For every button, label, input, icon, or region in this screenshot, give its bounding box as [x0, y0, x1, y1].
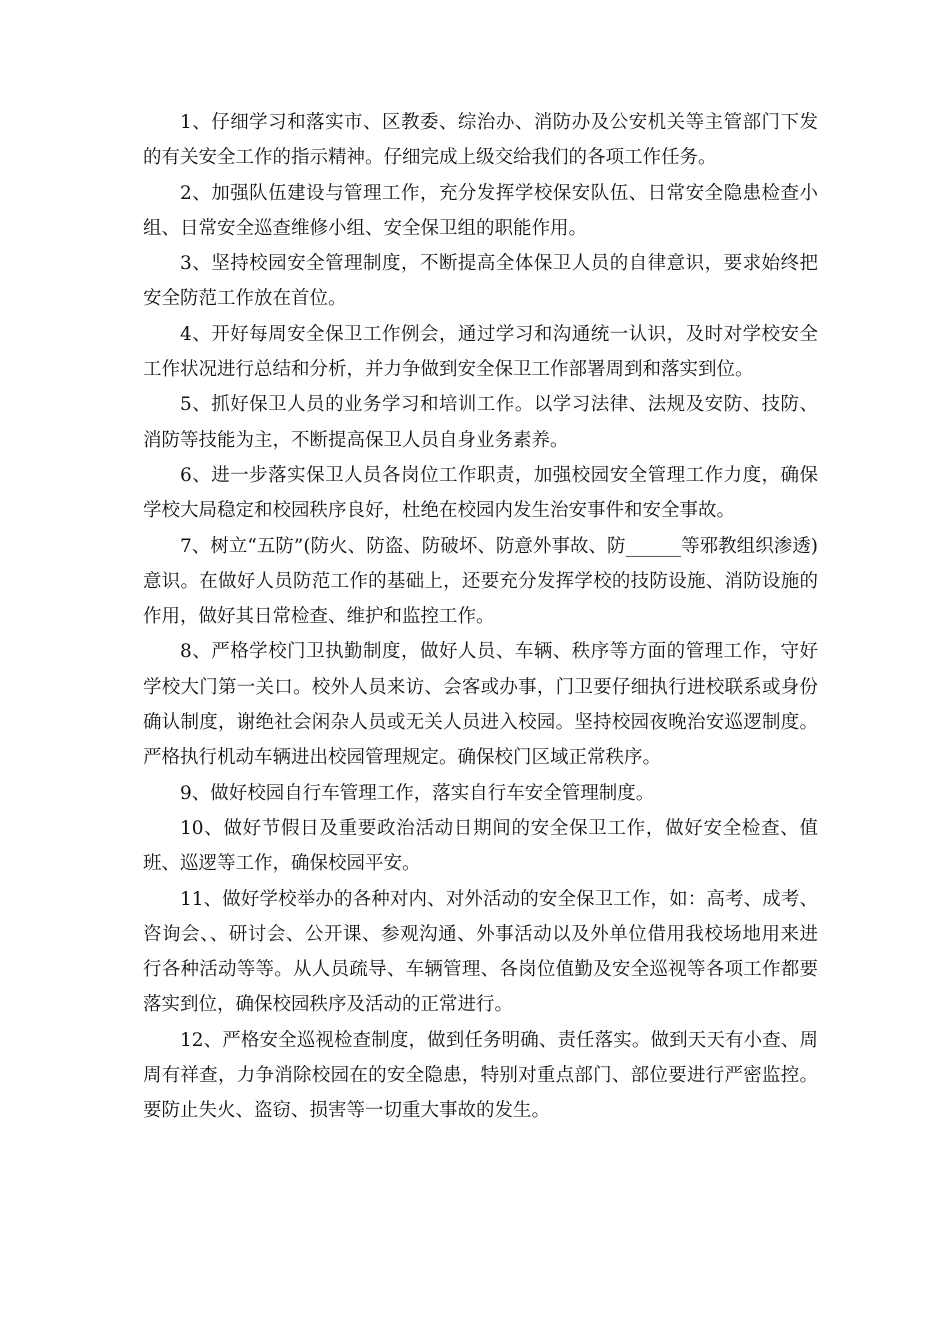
paragraph-item-10: 10、做好节假日及重要政治活动日期间的安全保卫工作，做好安全检查、值班、巡逻等工作，确保校园平安。 — [143, 817, 818, 875]
paragraph-item-8: 8、严格学校门卫执勤制度，做好人员、车辆、秩序等方面的管理工作，守好学校大门第一关口。校外人员来访、会客或办事，门卫要仔细执行进校联系或身份确认制度，谢绝社会闲杂人员或无关人员进入校园。坚持校园夜晚治安巡逻制度。严格执行机动车辆进出校园管理规定。确保校门区域正常秩序。 — [143, 641, 818, 769]
paragraph-item-3: 3、坚持校园安全管理制度，不断提高全体保卫人员的自律意识，要求始终把安全防范工作放在首位。 — [143, 253, 818, 310]
paragraph-item-1: 1、仔细学习和落实市、区教委、综治办、消防办及公安机关等主管部门下发的有关安全工作的指示精神。仔细完成上级交给我们的各项工作任务。 — [143, 112, 818, 169]
document-body — [143, 105, 818, 1129]
paragraph-item-9: 9、做好校园自行车管理工作，落实自行车安全管理制度。 — [180, 782, 655, 804]
paragraph-item-11: 11、做好学校举办的各种对内、对外活动的安全保卫工作，如：高考、成考、咨询会、、研讨会、公开课、参观沟通、外事活动以及外单位借用我校场地用来进行各种活动等等。从人员疏导、车辆管理、各岗位值勤及安全巡视等各项工作都要落实到位，确保校园秩序及活动的正常进行。 — [143, 888, 818, 1016]
paragraph-item-7: 7、树立“五防”(防火、防盗、防破坏、防意外事故、防______等邪教组织渗透)意识。在做好人员防范工作的基础上，还要充分发挥学校的技防设施、消防设施的作用，做好其日常检查、维护和监控工作。 — [143, 535, 818, 628]
paragraph-item-2: 2、加强队伍建设与管理工作，充分发挥学校保安队伍、日常安全隐患检查小组、日常安全巡查维修小组、安全保卫组的职能作用。 — [143, 182, 818, 239]
paragraph-item-6: 6、进一步落实保卫人员各岗位工作职责，加强校园安全管理工作力度，确保学校大局稳定和校园秩序良好，杜绝在校园内发生治安事件和安全事故。 — [143, 464, 818, 522]
paragraph-item-12: 12、严格安全巡视检查制度，做到任务明确、责任落实。做到天天有小查、周周有祥查，力争消除校园在的安全隐患，特别对重点部门、部位要进行严密监控。要防止失火、盗窃、损害等一切重大事故的发生。 — [143, 1029, 818, 1122]
paragraph-item-5: 5、抓好保卫人员的业务学习和培训工作。以学习法律、法规及安防、技防、消防等技能为主，不断提高保卫人员自身业务素养。 — [143, 394, 818, 451]
paragraph-item-4: 4、开好每周安全保卫工作例会，通过学习和沟通统一认识，及时对学校安全工作状况进行总结和分析，并力争做到安全保卫工作部署周到和落实到位。 — [143, 323, 818, 381]
